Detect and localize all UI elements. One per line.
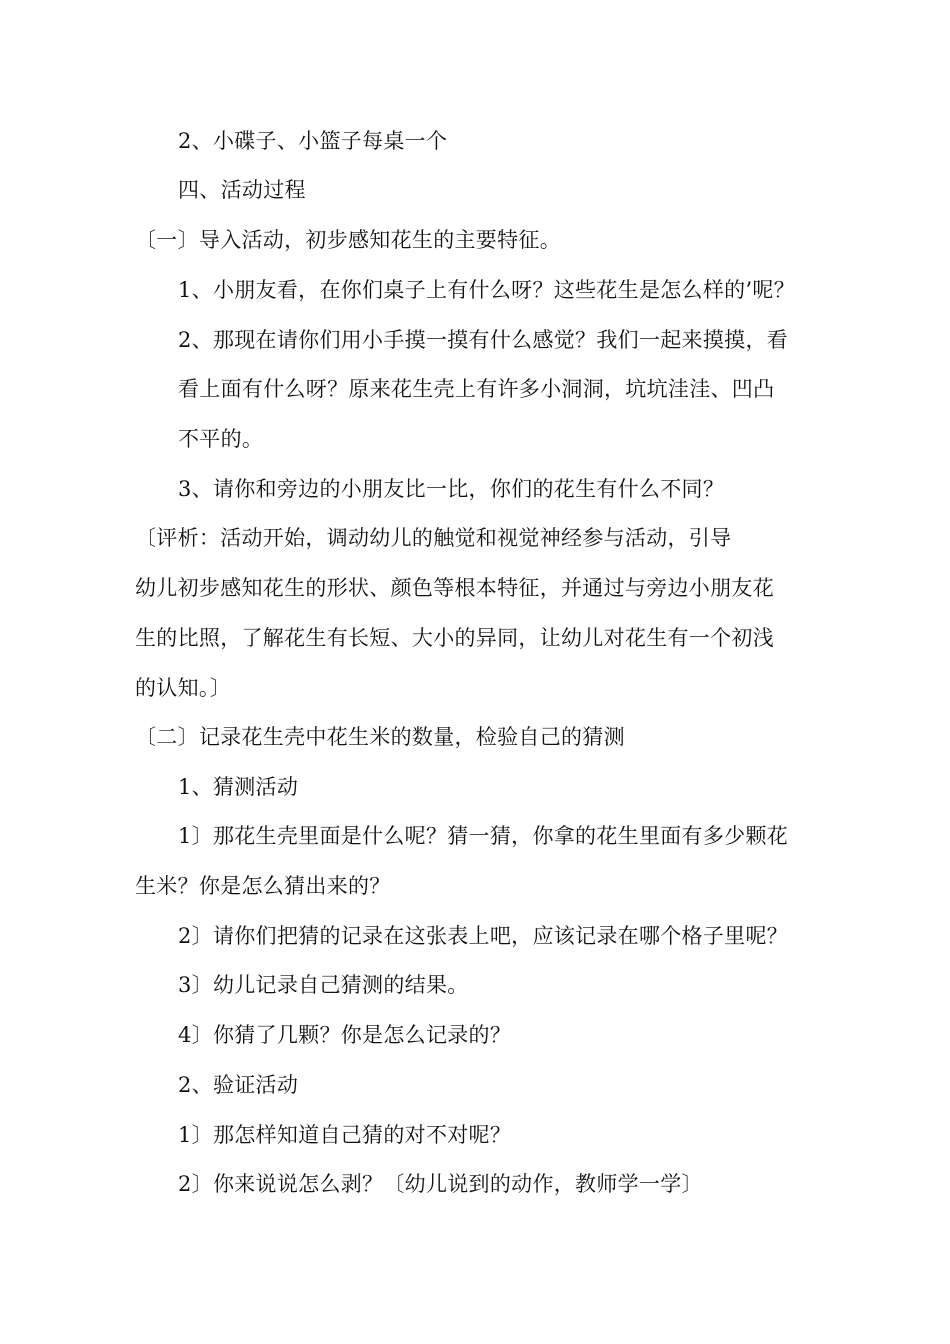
guess-activity-heading: 1、猜测活动 (178, 775, 299, 799)
step-1-text: 1、小朋友看，在你们桌子上有什么呀？这些花生是怎么样的’呢？ (178, 278, 796, 302)
commentary-line-3: 生的比照，了解花生有长短、大小的异同，让幼儿对花生有一个初浅 (135, 626, 774, 650)
guess-step-4: 4〕你猜了几颗？你是怎么记录的？ (178, 1023, 512, 1047)
step-2-text-line-2: 看上面有什么呀？原来花生壳上有许多小洞洞，坑坑洼洼、凹凸 (178, 377, 775, 401)
step-3-text: 3、请你和旁边的小朋友比一比，你们的花生有什么不同？ (178, 477, 725, 501)
section-heading-activity-process: 四、活动过程 (178, 178, 306, 202)
subsection-heading-1: 〔一〕导入活动，初步感知花生的主要特征。 (135, 228, 561, 252)
guess-step-1-line-1: 1〕那花生壳里面是什么呢？猜一猜，你拿的花生里面有多少颗花 (178, 824, 789, 848)
guess-step-1-line-2: 生米？你是怎么猜出来的？ (135, 874, 391, 898)
commentary-line-2: 幼儿初步感知花生的形状、颜色等根本特征，并通过与旁边小朋友花 (135, 576, 774, 600)
verify-activity-heading: 2、验证活动 (178, 1073, 299, 1097)
paragraph-materials-item-2: 2、小碟子、小篮子每桌一个 (178, 129, 448, 153)
guess-step-3: 3〕幼儿记录自己猜测的结果。 (178, 973, 469, 997)
guess-step-2: 2〕请你们把猜的记录在这张表上吧，应该记录在哪个格子里呢？ (178, 924, 789, 948)
commentary-line-4: 的认知。〕 (135, 676, 231, 700)
verify-step-1: 1〕那怎样知道自己猜的对不对呢？ (178, 1123, 512, 1147)
verify-step-2: 2〕你来说说怎么剥？〔幼儿说到的动作，教师学一学〕 (178, 1172, 703, 1196)
step-2-text-line-1: 2、那现在请你们用小手摸一摸有什么感觉？我们一起来摸摸，看 (178, 328, 789, 352)
commentary-line-1: 〔评析：活动开始，调动幼儿的触觉和视觉神经参与活动，引导 (135, 526, 732, 550)
subsection-heading-2: 〔二〕记录花生壳中花生米的数量，检验自己的猜测 (135, 725, 625, 749)
step-2-text-line-3: 不平的。 (178, 427, 264, 451)
